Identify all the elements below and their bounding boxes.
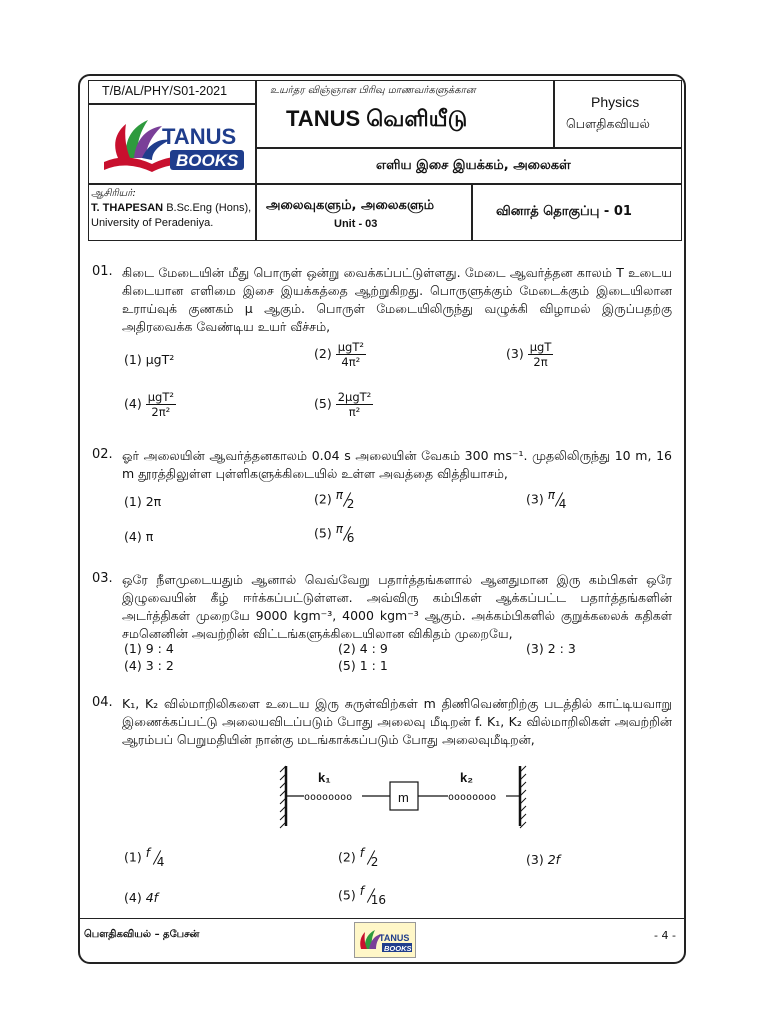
option: (1) 9 : 4 xyxy=(124,641,174,656)
tanus-books-logo xyxy=(96,108,248,180)
option: (4) 4f xyxy=(124,890,159,905)
option: (1) μgT² xyxy=(124,352,175,367)
option: (4) $\frac{\text{μgT²}}{\text{2π²}}$ xyxy=(124,390,174,419)
option: (4) 3 : 2 xyxy=(124,658,174,673)
svg-text:oooooooo: oooooooo xyxy=(304,792,353,803)
option: (2) 4 : 9 xyxy=(338,641,388,656)
option: (1) 2π xyxy=(124,494,162,509)
svg-text:TANUS: TANUS xyxy=(379,933,410,943)
question-text: K₁, K₂ வில்மாறிலிகளை உடைய இரு சுருள்விற்கள் m திணிவெண்றிற்கு படத்தில் காட்டியவாறு இணைக்கப்பட்டு அலையவிடப்படும் போது அலைவு மீடிறன் f. K₁, K₂ வில்மாறிலிகள் அவற்றின் ஆரம்பப் பெறுமதியின் நான்கு மடங்காக்கப்படும் போது அலைவுமீடிறன், xyxy=(122,696,672,747)
question-set-title: வினாத் தொகுப்பு - 01 xyxy=(496,204,632,219)
author-label: ஆசிரியர்: xyxy=(91,188,136,199)
subject-cell xyxy=(554,80,682,148)
question-number: 01. xyxy=(92,264,113,279)
option: (2) f 2 xyxy=(338,846,379,869)
topic-title: எளிய இசை இயக்கம், அலைகள் xyxy=(376,158,571,173)
option: (2) $\frac{\text{μgT²}}{\text{4π²}}$ xyxy=(314,340,364,369)
question-number: 04. xyxy=(92,695,113,710)
question-number: 03. xyxy=(92,571,113,586)
unit-number: Unit - 03 xyxy=(334,218,378,230)
footer-divider xyxy=(80,918,684,919)
author-university: University of Peradeniya. xyxy=(91,217,214,229)
option: (3) π 4 xyxy=(526,488,567,511)
header-block xyxy=(88,80,684,245)
unit-title: அலைவுகளும், அலைகளும் xyxy=(266,198,435,213)
question-number: 02. xyxy=(92,447,113,462)
document-code: T/B/AL/PHY/S01-2021 xyxy=(102,84,228,98)
option: (1) f 4 xyxy=(124,846,165,869)
svg-text:TANUS: TANUS xyxy=(162,124,237,149)
option: (3) $\frac{\text{μgT}}{2\pi}$ xyxy=(506,340,552,369)
question-text: கிடை மேடையின் மீது பொருள் ஒன்று வைக்கப்பட்டுள்ளது. மேடை ஆவர்த்தன காலம் T உடைய கிடையான எளிமை இசை இயக்கத்தை ஆற்றுகிறது. பொருளுக்கும் மேடைக்கும் இடையிலான உராய்வுக் குணகம் μ ஆகும். பொருள் மேடையிலிருந்து வழுக்கி விழாமல் இருப்பதற்கு அதிரவைக்க வேண்டிய உயர் வீச்சம், xyxy=(122,265,672,334)
svg-text:k₁: k₁ xyxy=(318,770,331,785)
option: (5) f 16 xyxy=(338,884,386,907)
question-text: ஒரே நீளமுடையதும் ஆனால் வெவ்வேறு பதார்த்தங்களால் ஆனதுமான இரு கம்பிகள் ஒரே இழுவையின் கீழ் ஈர்க்கப்பட்டுள்ளன. அவ்விரு கம்பிகள் ஆக்கப்பட்ட பதார்த்தங்களின் அடர்த்திகள் முறையே 9000 kgm⁻³, 4000 kgm⁻³ ஆகும். அக்கம்பிகளில் குறுக்கலைக் கதிகள் சமனெனின் அவற்றின் விட்டங்களுக்கிடையிலான விகிதம் முறையே, xyxy=(122,572,672,641)
footer-logo xyxy=(354,922,416,958)
subject-english: Physics xyxy=(591,94,640,110)
spring-mass-diagram xyxy=(278,764,528,830)
option: (2) π 2 xyxy=(314,488,355,511)
svg-text:BOOKS: BOOKS xyxy=(384,944,412,953)
author-degree: B.Sc.Eng (Hons), xyxy=(166,202,252,214)
option: (5) π 6 xyxy=(314,522,355,545)
brand-title: TANUS வெளியீடு xyxy=(286,106,468,131)
option: (5) 1 : 1 xyxy=(338,658,388,673)
tagline: உயர்தர விஞ்ஞான பிரிவு மாணவர்களுக்கான xyxy=(270,85,476,96)
option: (5) $\frac{\text{2μgT²}}{\text{π²}}$ xyxy=(314,390,372,419)
question-text: ஓர் அலையின் ஆவர்த்தனகாலம் 0.04 s அலையின் வேகம் 300 ms⁻¹. முதலிலிருந்து 10 m, 16 m தூரத்திலுள்ள புள்ளிகளுக்கிடையில் உள்ள அவத்தை வித்தியாசம், xyxy=(122,448,672,481)
option: (3) 2f xyxy=(526,852,561,867)
author-name: T. THAPESAN xyxy=(91,202,164,214)
page-number: - 4 - xyxy=(654,929,676,942)
svg-text:m: m xyxy=(398,790,409,805)
option: (4) π xyxy=(124,529,154,544)
subject-tamil: பௌதிகவியல் xyxy=(566,116,650,131)
svg-text:oooooooo: oooooooo xyxy=(448,792,497,803)
author-name-line xyxy=(91,202,251,214)
svg-text:k₂: k₂ xyxy=(460,770,474,785)
footer-author: பௌதிகவியல் – தபேசன் xyxy=(84,929,200,940)
option: (3) 2 : 3 xyxy=(526,641,576,656)
svg-text:BOOKS: BOOKS xyxy=(176,151,239,170)
